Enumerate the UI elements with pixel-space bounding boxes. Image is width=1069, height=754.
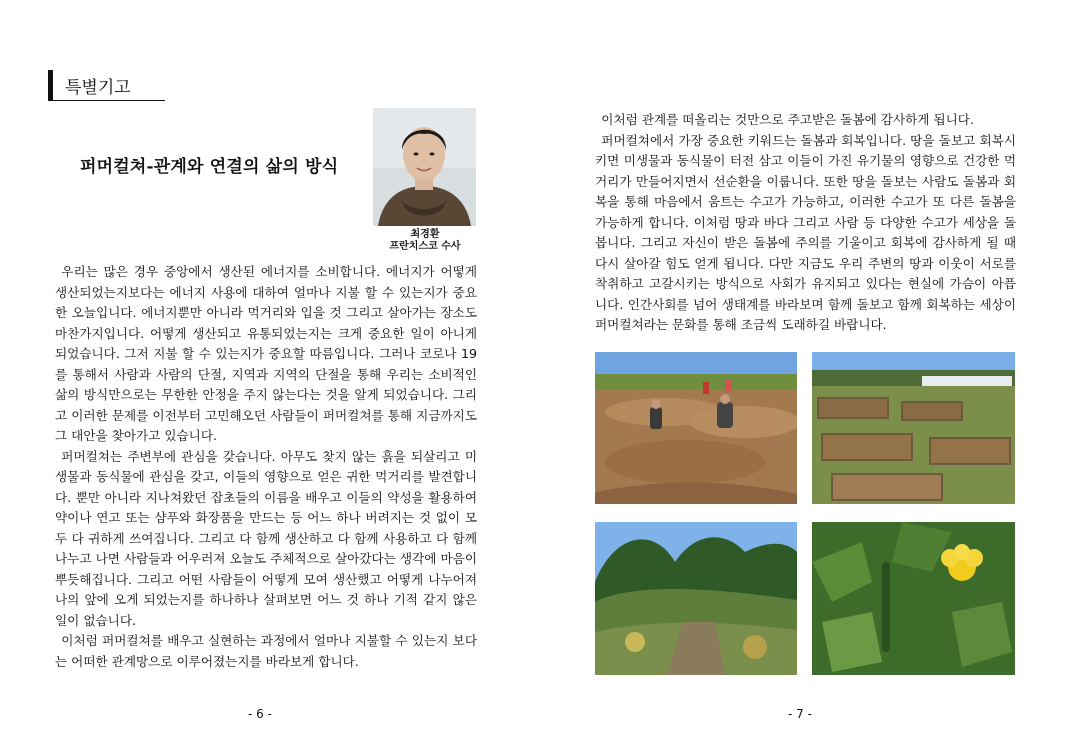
left-column-text [55,262,477,672]
paragraph: 이처럼 관계를 떠올리는 것만으로 주고받은 돌봄에 감사하게 됩니다. [601,112,974,127]
author-photo [373,108,476,226]
right-column-text [595,110,1016,336]
photo-field-work [595,352,797,504]
page-number-right: - 7 - [788,707,812,721]
author-caption [360,229,490,253]
section-header [48,70,165,101]
paragraph: 우리는 많은 경우 중앙에서 생산된 에너지를 소비합니다. 에너지가 어떻게 생산되었는지보다는 에너지 사용에 대하여 얼마나 지불 할 수 있는지가 중요한 오늘입니다. 에너지뿐만 아니라 먹거리와 입을 것 그리고 살아가는 장소도 마찬가지입니다. 어떻게 생산되고 유통되었는지는 크게 중요한 일이 아니게 되었습니다. 그저 지불 할 수 있는지가 중요할 따름입니다. 그러나 코로나 19를 통해서 사람과 사람의 단절, 지역과 지역의 단절을 통해 우리는 소비적인 삶의 방식만으로는 무한한 안정을 주지 않는다는 것을 알게 되었습니다. 그리고 이러한 문제를 이전부터 고민해오던 사람들이 퍼머컬쳐를 통해 지금까지도 그 대안을 찾아가고 있습니다. [55,264,477,443]
paragraph: 이처럼 퍼머컬쳐를 배우고 실현하는 과정에서 얼마나 지불할 수 있는지 보다는 어떠한 관계망으로 이루어졌는지를 바라보게 합니다. [55,633,477,669]
paragraph: 퍼머컬쳐는 주변부에 관심을 갖습니다. 아무도 찾지 않는 흙을 되살리고 미생물과 동식물에 관심을 갖고, 이들의 영향으로 얻은 귀한 먹거리를 발견합니다. 뿐만 아니라 지나쳐왔던 잡초들의 이름을 배우고 이들의 약성을 활용하여 약이나 연고 또는 샴푸와 화장품을 만드는 등 어느 하나 버려지는 것 없이 모두 다 귀하게 쓰여집니다. 그리고 다 함께 생산하고 다 함께 사용하고 다 함께 나누고 나면 사람들과 어우러져 오늘도 주체적으로 살아갔다는 생각에 마음이 뿌듯해집니다. 그리고 어떤 사람들이 어떻게 모여 생산했고 어떻게 나누어져 나의 앞에 오게 되었는지를 하나하나 살펴보면 어느 것 하나 기적 같지 않은 일이 없습니다. [55,448,477,628]
page-number-left: - 6 - [248,707,272,721]
photo-cucumber-flower [812,522,1015,675]
article-title: 퍼머컬쳐-관계와 연결의 삶의 방식 [80,157,339,177]
section-label: 특별기고 [65,78,131,98]
photo-forest-meadow [595,522,797,675]
author-role: 프란치스코 수사 [389,241,461,252]
photo-garden-beds [812,352,1015,504]
paragraph: 퍼머컬쳐에서 가장 중요한 키워드는 돌봄과 회복입니다. 땅을 돌보고 회복시키면 미생물과 동식물이 터전 삼고 이들이 가진 유기물의 영향으로 건강한 먹거리가 만들어지면서 선순환을 이룹니다. 또한 땅을 돌보는 사람도 돌봄과 회복을 통해 마음에서 움트는 수고가 가능하고, 이러한 수고가 또 다른 돌봄을 가능하게 합니다. 이처럼 땅과 바다 그리고 사람 등 다양한 수고가 세상을 돌봅니다. 그리고 자신이 받은 돌봄에 주의를 기울이고 회복에 감사하게 될 때 다시 살아갈 힘도 얻게 됩니다. 다만 지금도 우리 주변의 땅과 이웃이 서로를 착취하고 고갈시키는 방식으로 사회가 유지되고 있다는 현실에 가슴이 아픕니다. 인간사회를 넘어 생태계를 바라보며 함께 돌보고 함께 회복하는 세상이 퍼머컬쳐라는 문화를 통해 조금씩 도래하길 바랍니다. [595,132,1016,332]
author-name: 최경환 [410,229,440,240]
